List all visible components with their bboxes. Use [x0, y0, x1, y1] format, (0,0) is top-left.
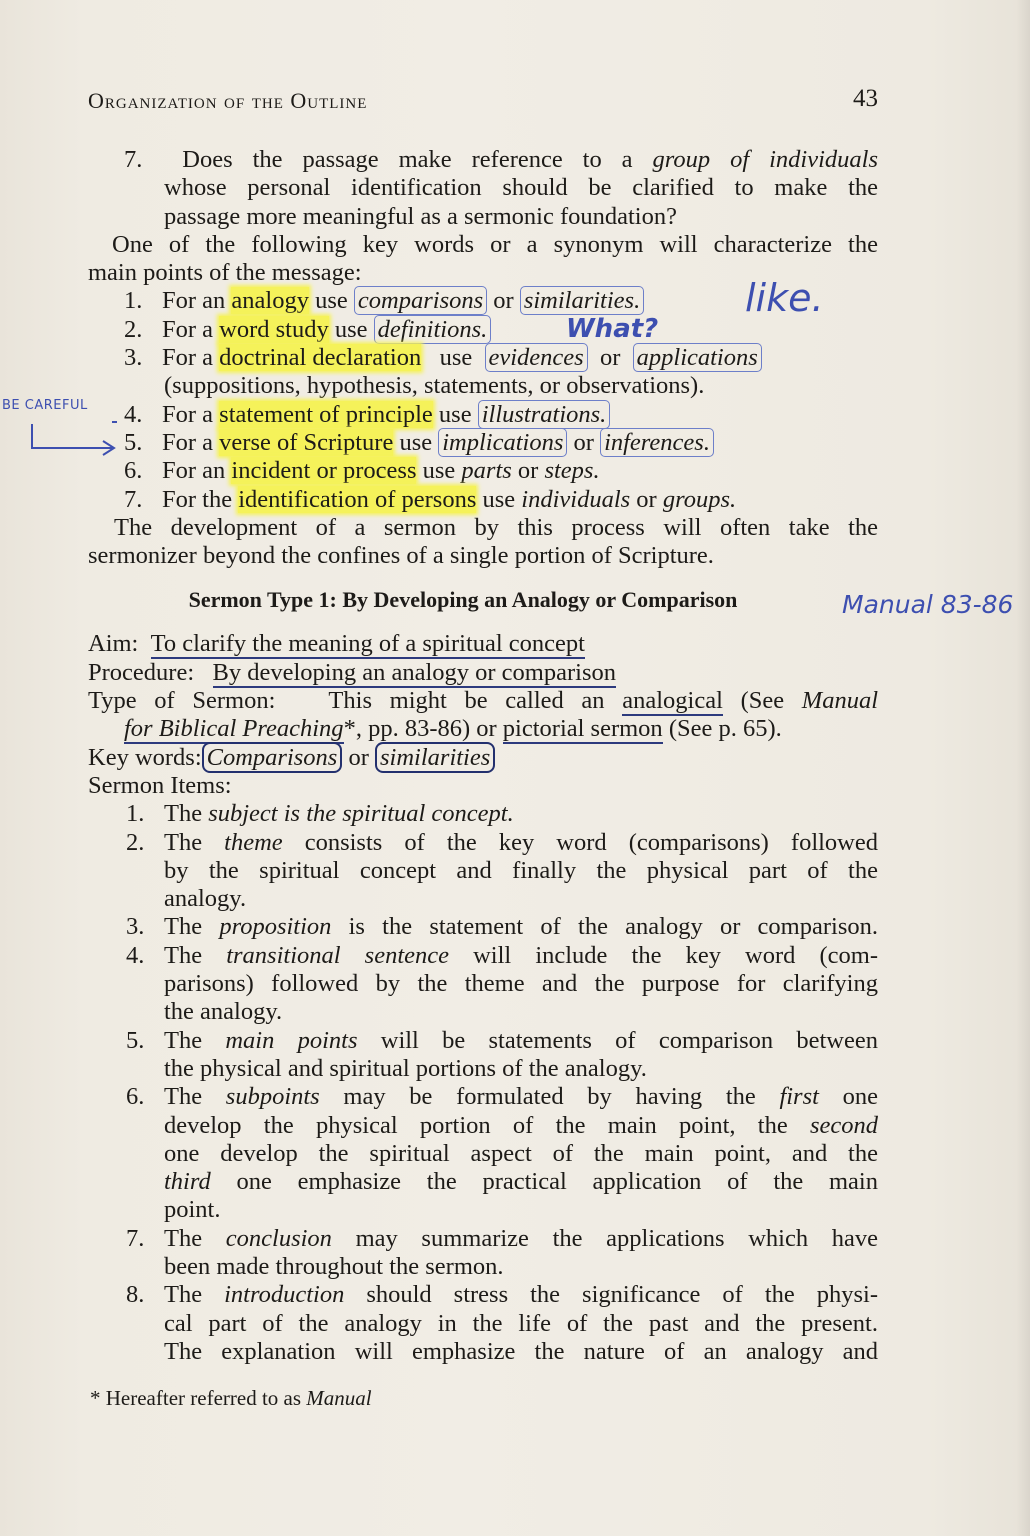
key-words-line: Key words: Comparisons or similarities: [88, 744, 878, 772]
procedure-line: Procedure: By developing an analogy or comparison: [88, 658, 616, 686]
question-7-line-1: 7. Does the passage make reference to a group of individuals: [124, 146, 878, 173]
key-list-item: 6. For an incident or process use parts or steps.: [124, 457, 600, 485]
section-heading: Sermon Type 1: By Developing an Analogy or Comparison: [188, 587, 738, 613]
question-7-line-2: whose personal identification should be clarified to make the: [164, 174, 878, 202]
sermon-type-line-2: for Biblical Preaching*, pp. 83-86) or pictorial sermon (See p. 65).: [124, 715, 782, 743]
handwritten-note-careful: BE CAREFUL: [2, 398, 88, 413]
handwritten-note-manual: Manual 83-86: [842, 590, 1014, 619]
sermon-item-continued: the physical and spiritual portions of the analogy.: [164, 1054, 647, 1082]
boxed-keyword: definitions.: [374, 315, 492, 344]
sermon-item-continued: the analogy.: [164, 998, 283, 1026]
sermon-type-line-1: Type of Sermon: This might be called an analogical (See Manual: [88, 687, 878, 715]
key-list-item-3-continued: (suppositions, hypothesis, statements, or observations).: [164, 372, 705, 400]
key-list-item: 1. For an analogy use comparisons or similarities.: [88, 287, 878, 315]
sermon-item: 5. The main points will be statements of comparison between: [126, 1026, 878, 1054]
key-list-item: 5. For a verse of Scripture use implications or inferences.: [88, 429, 878, 457]
highlight: verse of Scripture: [219, 428, 394, 456]
handwritten-note-like: like.: [745, 276, 824, 320]
key-list-item: 7. For the identification of persons use individuals or groups.: [124, 485, 737, 513]
highlight: statement of principle: [219, 400, 433, 428]
boxed-keyword: inferences.: [600, 428, 714, 457]
development-line-2: sermonizer beyond the confines of a single portion of Scripture.: [88, 542, 714, 570]
boxed-keyword: comparisons: [354, 286, 487, 315]
sermon-item-continued: by the spiritual concept and finally the physical part of the: [164, 856, 878, 884]
page-number: 43: [853, 85, 878, 112]
sermon-items-label: Sermon Items:: [88, 771, 232, 799]
key-list-item: 2. For a word study use definitions.: [88, 316, 878, 344]
sermon-item: 7. The conclusion may summarize the applications which have: [126, 1224, 879, 1252]
boxed-keyword: implications: [438, 428, 567, 457]
sermon-item: 8. The introduction should stress the significance of the physi-: [126, 1281, 878, 1309]
aim-line: Aim: To clarify the meaning of a spiritual concept: [88, 630, 585, 658]
sermon-item-continued: analogy.: [164, 885, 247, 913]
sermon-item-continued: point.: [164, 1196, 221, 1224]
boxed-keyword: similarities.: [520, 286, 644, 315]
intro-line-2: main points of the message:: [88, 259, 362, 287]
sermon-item-continued: parisons) followed by the theme and the purpose for clarifying: [164, 970, 878, 998]
circled-keyword: similarities: [375, 742, 495, 773]
sermon-item: 4. The transitional sentence will include the key word (com-: [126, 941, 878, 969]
highlight: doctrinal declaration: [219, 344, 422, 372]
boxed-keyword: illustrations.: [478, 400, 611, 429]
boxed-keyword: applications: [633, 343, 762, 372]
sermon-item: 3. The proposition is the statement of the analogy or comparison.: [126, 913, 878, 941]
highlight: word study: [219, 315, 329, 343]
intro-line-1: One of the following key words or a synonym will characterize the: [112, 230, 878, 258]
page-shadow: [1016, 0, 1030, 1536]
highlight: identification of persons: [238, 485, 477, 513]
handwritten-note-what: What?: [566, 314, 659, 344]
development-line-1: The development of a sermon by this process will often take the: [114, 513, 878, 541]
sermon-item-continued: develop the physical portion of the main point, the second: [164, 1111, 878, 1139]
question-7-line-3: passage more meaningful as a sermonic foundation?: [164, 202, 677, 230]
sermon-item: 6. The subpoints may be formulated by having the first one: [126, 1083, 878, 1111]
arrow-line: [32, 424, 112, 448]
sermon-item: 2. The theme consists of the key word (comparisons) followed: [126, 828, 878, 856]
key-list-item: 4. For a statement of principle use illustrations.: [88, 401, 878, 429]
sermon-item-continued: one develop the spiritual aspect of the main point, and the: [164, 1139, 878, 1167]
sermon-item-continued: cal part of the analogy in the life of the past and the present.: [164, 1309, 878, 1337]
footnote: * Hereafter referred to as Manual: [90, 1386, 372, 1410]
circled-keyword: Comparisons: [202, 742, 343, 773]
highlight: analogy: [231, 287, 309, 315]
boxed-keyword: evidences: [485, 343, 588, 372]
sermon-item-continued: third one emphasize the practical application of the main: [164, 1168, 878, 1196]
sermon-item-continued: been made throughout the sermon.: [164, 1252, 504, 1280]
highlight: incident or process: [231, 457, 417, 485]
key-list-item: 3. For a doctrinal declaration use evidences or applications: [88, 344, 878, 372]
sermon-item-continued: The explanation will emphasize the nature of an analogy and: [164, 1337, 878, 1365]
running-head-title: Organization of the Outline: [88, 88, 368, 113]
sermon-item: 1. The subject is the spiritual concept.: [126, 800, 514, 828]
